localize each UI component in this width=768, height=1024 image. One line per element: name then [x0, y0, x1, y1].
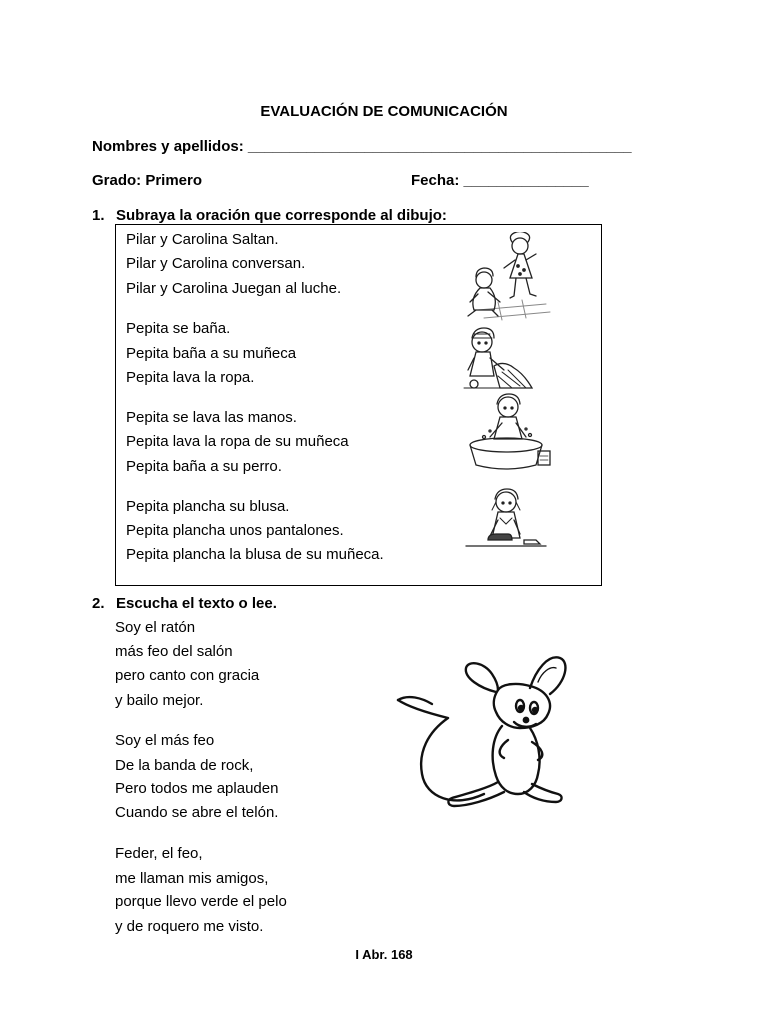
option-text[interactable]: Pilar y Carolina conversan.	[126, 255, 306, 272]
option-text[interactable]: Pepita lava la ropa de su muñeca	[126, 433, 349, 450]
poem-line: Soy el más feo	[115, 732, 215, 749]
poem-line: y de roquero me visto.	[115, 918, 264, 935]
option-text[interactable]: Pepita plancha su blusa.	[126, 498, 290, 515]
option-text[interactable]: Pilar y Carolina Juegan al luche.	[126, 280, 342, 297]
date-label: Fecha:	[411, 172, 460, 189]
girl-washing-in-tub-icon	[460, 393, 554, 475]
option-text[interactable]: Pepita se lava las manos.	[126, 409, 297, 426]
question-1-instruction: Subraya la oración que corresponde al dibujo:	[116, 207, 447, 224]
date-field	[411, 172, 589, 189]
question-1-number: 1.	[92, 207, 105, 224]
poem-line: Feder, el feo,	[115, 845, 203, 862]
grade-label: Grado: Primero	[92, 172, 203, 189]
option-text[interactable]: Pepita se baña.	[126, 320, 231, 337]
poem-line: De la banda de rock,	[115, 757, 254, 774]
option-text[interactable]: Pepita lava la ropa.	[126, 369, 255, 386]
date-blank: _______________	[463, 172, 589, 189]
option-text[interactable]: Pepita baña a su muñeca	[126, 345, 297, 362]
poem-line: me llaman mis amigos,	[115, 870, 269, 887]
names-field	[92, 138, 632, 155]
question-2-number: 2.	[92, 595, 105, 612]
page-footer: I Abr. 168	[355, 947, 413, 962]
page-title: EVALUACIÓN DE COMUNICACIÓN	[260, 103, 508, 120]
option-text[interactable]: Pilar y Carolina Saltan.	[126, 231, 279, 248]
question-2-instruction: Escucha el texto o lee.	[116, 595, 277, 612]
girl-washing-clothes-icon	[460, 326, 536, 396]
girls-playing-hopscotch-icon	[458, 232, 554, 322]
poem-line: más feo del salón	[115, 643, 233, 660]
poem-line: pero canto con gracia	[115, 667, 260, 684]
names-label: Nombres y apellidos:	[92, 138, 244, 155]
mouse-icon	[392, 648, 574, 816]
poem-line: Pero todos me aplauden	[115, 780, 279, 797]
poem-line: Soy el ratón	[115, 619, 196, 636]
option-text[interactable]: Pepita baña a su perro.	[126, 458, 282, 475]
girl-ironing-icon	[462, 488, 550, 558]
poem-line: porque llevo verde el pelo	[115, 893, 287, 910]
poem-line: Cuando se abre el telón.	[115, 804, 279, 821]
option-text[interactable]: Pepita plancha la blusa de su muñeca.	[126, 546, 384, 563]
option-text[interactable]: Pepita plancha unos pantalones.	[126, 522, 344, 539]
names-blank: ______________________________________________	[247, 138, 632, 155]
poem-line: y bailo mejor.	[115, 692, 204, 709]
